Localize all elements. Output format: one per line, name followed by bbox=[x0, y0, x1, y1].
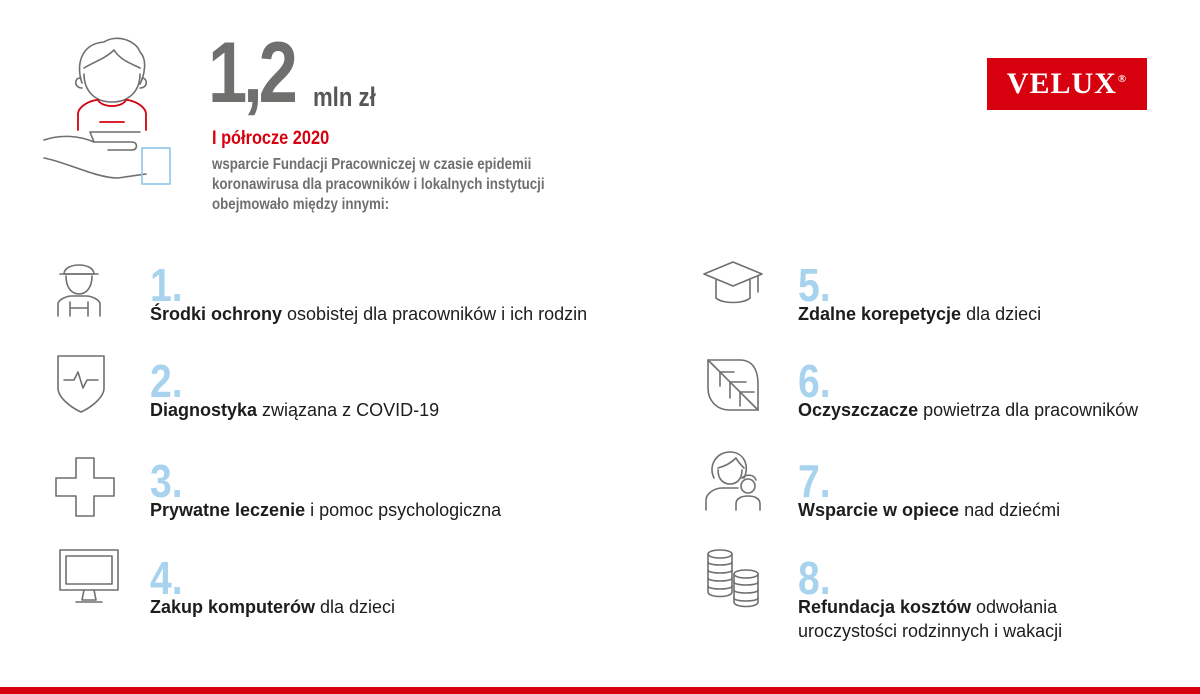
item-number: 5. bbox=[798, 259, 831, 311]
period-label: I półrocze 2020 bbox=[212, 128, 330, 149]
item-bold: Refundacja kosztów bbox=[798, 597, 972, 617]
item-number: 2. bbox=[150, 355, 183, 407]
parent-child-icon bbox=[702, 448, 768, 514]
intro-line: wsparcie Fundacji Pracowniczej w czasie epidemii bbox=[212, 156, 532, 173]
item-number: 6. bbox=[798, 355, 831, 407]
item-bold: Oczyszczacze bbox=[798, 400, 919, 420]
intro-line: obejmowało między innymi: bbox=[212, 196, 390, 213]
medical-cross-icon bbox=[52, 454, 118, 520]
item-rest: związana z COVID-19 bbox=[257, 400, 440, 420]
item-rest: odwołania bbox=[971, 597, 1058, 617]
logo-text: VELUX bbox=[1006, 67, 1117, 100]
graduation-cap-icon bbox=[700, 254, 766, 320]
bottom-accent-bar bbox=[0, 687, 1200, 694]
item-number: 8. bbox=[798, 552, 831, 604]
item-number: 4. bbox=[150, 552, 183, 604]
item-number: 1. bbox=[150, 259, 183, 311]
hand-holding-person-icon bbox=[36, 28, 186, 198]
item-rest: dla dzieci bbox=[961, 304, 1042, 324]
item-number: 7. bbox=[798, 455, 831, 507]
item-bold: Zakup komputerów bbox=[150, 597, 316, 617]
item-text bbox=[798, 498, 1060, 522]
item-rest: nad dziećmi bbox=[959, 500, 1061, 520]
item-bold: Diagnostyka bbox=[150, 400, 258, 420]
computer-monitor-icon bbox=[56, 544, 122, 610]
item-bold: Środki ochrony bbox=[150, 304, 283, 324]
item-rest: powietrza dla pracowników bbox=[918, 400, 1139, 420]
item-bold: Prywatne leczenie bbox=[150, 500, 306, 520]
item-bold: Zdalne korepetycje bbox=[798, 304, 962, 324]
leaf-icon bbox=[700, 352, 766, 418]
item-rest: dla dzieci bbox=[315, 597, 396, 617]
amount-unit: mln zł bbox=[313, 82, 376, 112]
item-text bbox=[798, 302, 1041, 326]
item-text bbox=[798, 398, 1138, 422]
intro-line: koronawirusa dla pracowników i lokalnych instytucji bbox=[212, 176, 545, 193]
item-text bbox=[798, 595, 1062, 643]
intro-text bbox=[212, 155, 608, 215]
item-rest: osobistej dla pracowników i ich rodzin bbox=[282, 304, 588, 324]
item-text bbox=[150, 302, 587, 326]
item-rest-line2: uroczystości rodzinnych i wakacji bbox=[798, 621, 1063, 641]
item-rest: i pomoc psychologiczna bbox=[305, 500, 502, 520]
item-bold: Wsparcie w opiece bbox=[798, 500, 960, 520]
item-text bbox=[150, 398, 439, 422]
amount-value: 1,2 bbox=[208, 25, 294, 121]
velux-logo bbox=[987, 58, 1147, 110]
worker-helmet-icon bbox=[46, 254, 112, 320]
coin-stacks-icon bbox=[702, 544, 768, 610]
item-text bbox=[150, 595, 395, 619]
item-number: 3. bbox=[150, 455, 183, 507]
item-text bbox=[150, 498, 501, 522]
logo-mark: ® bbox=[1117, 73, 1128, 85]
shield-heartbeat-icon bbox=[48, 350, 114, 416]
